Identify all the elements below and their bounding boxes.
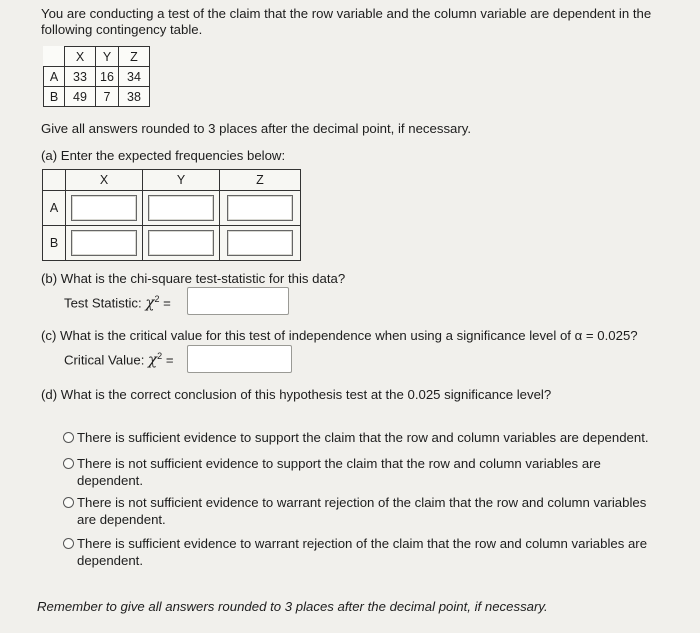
option-3-radio[interactable] [63,497,74,508]
table-cell: 49 [65,87,96,107]
part-c-prompt: (c) What is the critical value for this test of independence when using a significance level of α = 0.025? [41,328,638,343]
option-1-label[interactable] [77,429,649,446]
footer-note: Remember to give all answers rounded to 3 places after the decimal point, if necessary. [37,599,548,614]
option-text: dependent. [77,553,144,568]
option-2-label[interactable] [77,455,601,489]
row-header: A [44,67,65,87]
part-b-prompt: (b) What is the chi-square test-statistic for this data? [41,271,346,286]
expected-frequency-table [42,169,301,261]
expected-cell [220,226,301,261]
test-statistic-label [64,291,171,311]
option-4-label[interactable] [77,535,647,569]
expected-b-x-input[interactable] [71,230,137,256]
table-cell: 16 [96,67,119,87]
critical-value-label [64,348,174,368]
expected-cell [66,226,143,261]
equals-sign: = [165,352,174,368]
row-header: B [43,226,66,261]
expected-a-z-input[interactable] [227,195,293,221]
option-text: dependent. [77,473,144,488]
chi-exponent: 2 [154,294,160,304]
col-header: X [66,170,143,191]
part-d-prompt: (d) What is the correct conclusion of this hypothesis test at the 0.025 significance level? [41,387,552,402]
critical-value-input[interactable] [187,345,292,373]
expected-b-z-input[interactable] [227,230,293,256]
expected-a-y-input[interactable] [148,195,214,221]
table-cell: 38 [119,87,150,107]
col-header: Y [143,170,220,191]
row-header: B [44,87,65,107]
table-cell: 7 [96,87,119,107]
col-header: Z [119,47,150,67]
option-text: are dependent. [77,512,166,527]
option-text: There is not sufficient evidence to support the claim that the row and column variables are [77,456,601,471]
expected-b-y-input[interactable] [148,230,214,256]
col-header: Z [220,170,301,191]
expected-cell [66,191,143,226]
contingency-table [43,46,150,107]
table-cell: 33 [65,67,96,87]
option-text: There is not sufficient evidence to warrant rejection of the claim that the row and column variables [77,495,647,510]
corner-cell [44,47,65,67]
test-statistic-text: Test Statistic: [64,295,146,311]
expected-a-x-input[interactable] [71,195,137,221]
col-header: X [65,47,96,67]
critical-value-text: Critical Value: [64,352,149,368]
row-header: A [43,191,66,226]
option-text: There is sufficient evidence to warrant rejection of the claim that the row and column variables are [77,536,648,551]
equals-sign: = [163,295,171,311]
option-2-radio[interactable] [63,458,74,469]
chi-symbol: χ [145,293,155,312]
expected-cell [143,191,220,226]
option-3-label[interactable] [77,494,646,528]
col-header: Y [96,47,119,67]
option-4-radio[interactable] [63,538,74,549]
test-statistic-input[interactable] [187,287,289,315]
expected-cell [143,226,220,261]
part-a-prompt: (a) Enter the expected frequencies below: [41,148,286,163]
rounding-note: Give all answers rounded to 3 places after the decimal point, if necessary. [41,121,472,136]
intro-line-2: following contingency table. [41,22,203,37]
option-1-radio[interactable] [63,432,74,443]
option-text: There is sufficient evidence to support the claim that the row and column variables are dependent. [77,430,649,445]
table-cell: 34 [119,67,150,87]
chi-exponent: 2 [157,351,163,361]
chi-symbol: χ [148,350,158,369]
expected-cell [220,191,301,226]
corner-cell [43,170,66,191]
intro-line-1: You are conducting a test of the claim that the row variable and the column variable are dependent in the [41,6,652,21]
